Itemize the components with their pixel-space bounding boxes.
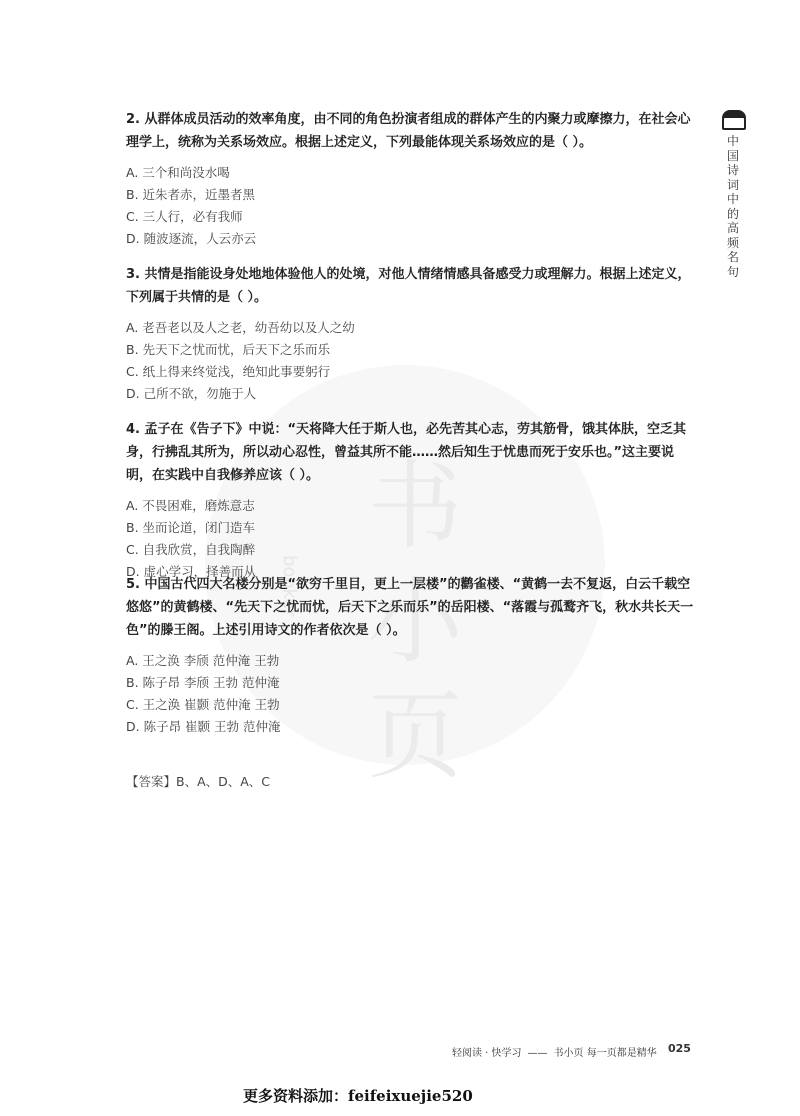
- question-4: [126, 418, 696, 583]
- footer-left: 轻阅读 · 快学习: [452, 1048, 522, 1059]
- option-c: C. 王之涣 崔颢 范仲淹 王勃: [126, 697, 280, 712]
- reader-avatar-icon: [722, 110, 746, 130]
- option-d: D. 虚心学习，择善而从: [126, 564, 257, 579]
- question-3: [126, 263, 696, 405]
- side-title: 中国诗词中的高频名句: [726, 134, 739, 279]
- option-c: C. 三人行，必有我师: [126, 209, 243, 224]
- question-5: [126, 573, 696, 738]
- question-stem: 5. 中国古代四大名楼分别是“欲穷千里目，更上一层楼”的鹳雀楼、“黄鹤一去不复返，白云千载空悠悠”的黄鹤楼、“先天下之忧而忧，后天下之乐而乐”的岳阳楼、“落霞与孤鹜齐飞，秋水共长天一色”的滕王阁。上述引用诗文的作者依次是（ ）。: [126, 577, 694, 638]
- footer-dash: ——: [527, 1048, 548, 1059]
- page-number: 025: [668, 1042, 691, 1055]
- option-a: A. 王之涣 李颀 范仲淹 王勃: [126, 653, 280, 668]
- option-b: B. 近朱者赤，近墨者黑: [126, 187, 256, 202]
- option-a: A. 不畏困难，磨炼意志: [126, 498, 255, 513]
- option-a: A. 老吾老以及人之老，幼吾幼以及人之幼: [126, 320, 355, 335]
- answer-line: 【答案】B、A、D、A、C: [126, 774, 271, 789]
- option-b: B. 先天下之忧而忧，后天下之乐而乐: [126, 342, 331, 357]
- contact-banner: 更多资料添加：feifeixuejie520: [243, 1087, 473, 1105]
- question-stem: 3. 共情是指能设身处地地体验他人的处境，对他人情绪情感具备感受力或理解力。根据上述定义，下列属于共情的是（ ）。: [126, 267, 691, 305]
- question-2: [126, 108, 696, 250]
- question-stem: 2. 从群体成员活动的效率角度，由不同的角色扮演者组成的群体产生的内聚力或摩擦力，在社会心理学上，统称为关系场效应。根据上述定义，下列最能体现关系场效应的是（ ）。: [126, 112, 691, 150]
- question-stem: 4. 孟子在《告子下》中说：“天将降大任于斯人也，必先苦其心志，劳其筋骨，饿其体肤，空乏其身，行拂乱其所为，所以动心忍性，曾益其所不能……然后知生于忧患而死于安乐也。”这主要说明，在实践中自我修养应该（ ）。: [126, 422, 687, 483]
- footer-slogan: [452, 1044, 657, 1059]
- option-c: C. 自我欣赏，自我陶醉: [126, 542, 256, 557]
- option-d: D. 随波逐流，人云亦云: [126, 231, 257, 246]
- option-b: B. 陈子昂 李颀 王勃 范仲淹: [126, 675, 280, 690]
- option-b: B. 坐而论道，闭门造车: [126, 520, 256, 535]
- option-a: A. 三个和尚没水喝: [126, 165, 230, 180]
- watermark-subtext: booker: [279, 555, 300, 617]
- option-d: D. 陈子昂 崔颢 王勃 范仲淹: [126, 719, 281, 734]
- option-d: D. 己所不欲，勿施于人: [126, 386, 257, 401]
- footer-right: 书小页 每一页都是精华: [553, 1048, 657, 1059]
- watermark-text: 书小页: [367, 452, 463, 792]
- option-c: C. 纸上得来终觉浅，绝知此事要躬行: [126, 364, 331, 379]
